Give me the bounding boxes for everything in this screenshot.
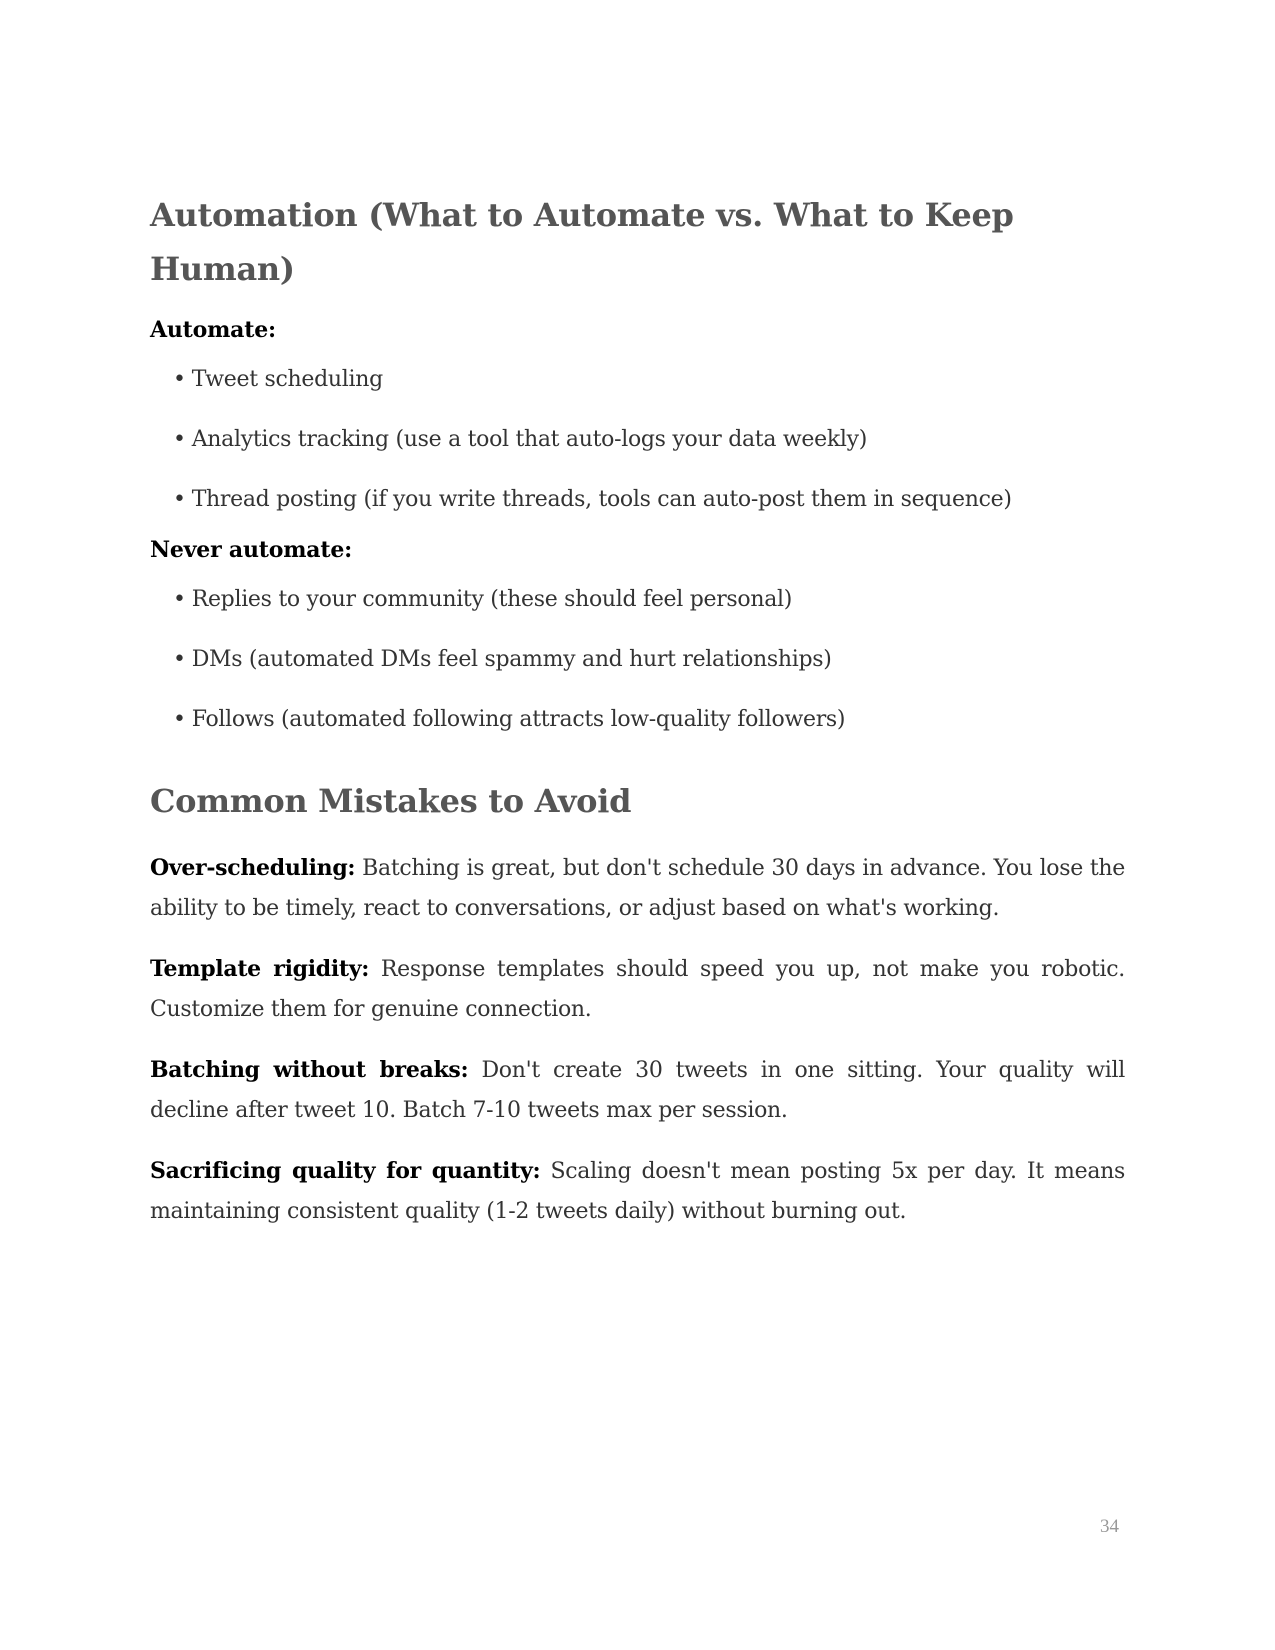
mistake-text: Response templates should speed you up, not make you robotic. Customize them for genuine connection. bbox=[150, 957, 1126, 1022]
mistake-term: Batching without breaks: bbox=[150, 1057, 469, 1083]
page-number: 34 bbox=[1100, 1516, 1119, 1537]
list-item bbox=[173, 644, 1125, 676]
bullet-icon: • bbox=[173, 427, 186, 452]
document-page bbox=[150, 188, 1125, 1232]
bullet-icon: • bbox=[173, 647, 186, 672]
mistake-text: Don't create 30 tweets in one sitting. Your quality will decline after tweet 10. Batch 7-10 tweets max per session. bbox=[150, 1058, 1125, 1123]
list-item-text: Replies to your community (these should feel personal) bbox=[191, 587, 793, 612]
mistake-paragraph bbox=[150, 1050, 1125, 1131]
mistake-term: Template rigidity: bbox=[150, 956, 370, 982]
mistake-paragraph bbox=[150, 848, 1125, 929]
mistake-text: Batching is great, but don't schedule 30 days in advance. You lose the ability to be timely, react to conversations, or adjust based on what's working. bbox=[150, 856, 1125, 921]
section-heading-common-mistakes: Common Mistakes to Avoid bbox=[150, 782, 632, 820]
list-item-text: Tweet scheduling bbox=[191, 367, 383, 392]
automate-label: Automate: bbox=[150, 317, 276, 343]
section-heading-automation: Automation (What to Automate vs. What to Keep Human) bbox=[150, 196, 1014, 288]
mistake-paragraph bbox=[150, 1151, 1125, 1232]
list-item bbox=[173, 364, 1125, 396]
mistake-term: Sacrificing quality for quantity: bbox=[150, 1158, 541, 1184]
bullet-icon: • bbox=[173, 707, 186, 732]
list-item bbox=[173, 424, 1125, 456]
list-item-text: Analytics tracking (use a tool that auto-logs your data weekly) bbox=[191, 427, 868, 452]
bullet-icon: • bbox=[173, 587, 186, 612]
never-automate-list bbox=[150, 584, 1125, 736]
mistake-term: Over-scheduling: bbox=[150, 855, 356, 881]
mistake-paragraph bbox=[150, 949, 1125, 1030]
bullet-icon: • bbox=[173, 487, 186, 512]
list-item-text: DMs (automated DMs feel spammy and hurt relationships) bbox=[191, 647, 832, 672]
list-item bbox=[173, 484, 1125, 516]
never-automate-label: Never automate: bbox=[150, 537, 353, 563]
list-item bbox=[173, 704, 1125, 736]
bullet-icon: • bbox=[173, 367, 186, 392]
list-item-text: Thread posting (if you write threads, tools can auto-post them in sequence) bbox=[191, 487, 1012, 512]
list-item bbox=[173, 584, 1125, 616]
automate-list bbox=[150, 364, 1125, 516]
mistake-text: Scaling doesn't mean posting 5x per day. It means maintaining consistent quality (1-2 tweets daily) without burning out. bbox=[150, 1159, 1125, 1224]
list-item-text: Follows (automated following attracts low-quality followers) bbox=[191, 707, 846, 732]
